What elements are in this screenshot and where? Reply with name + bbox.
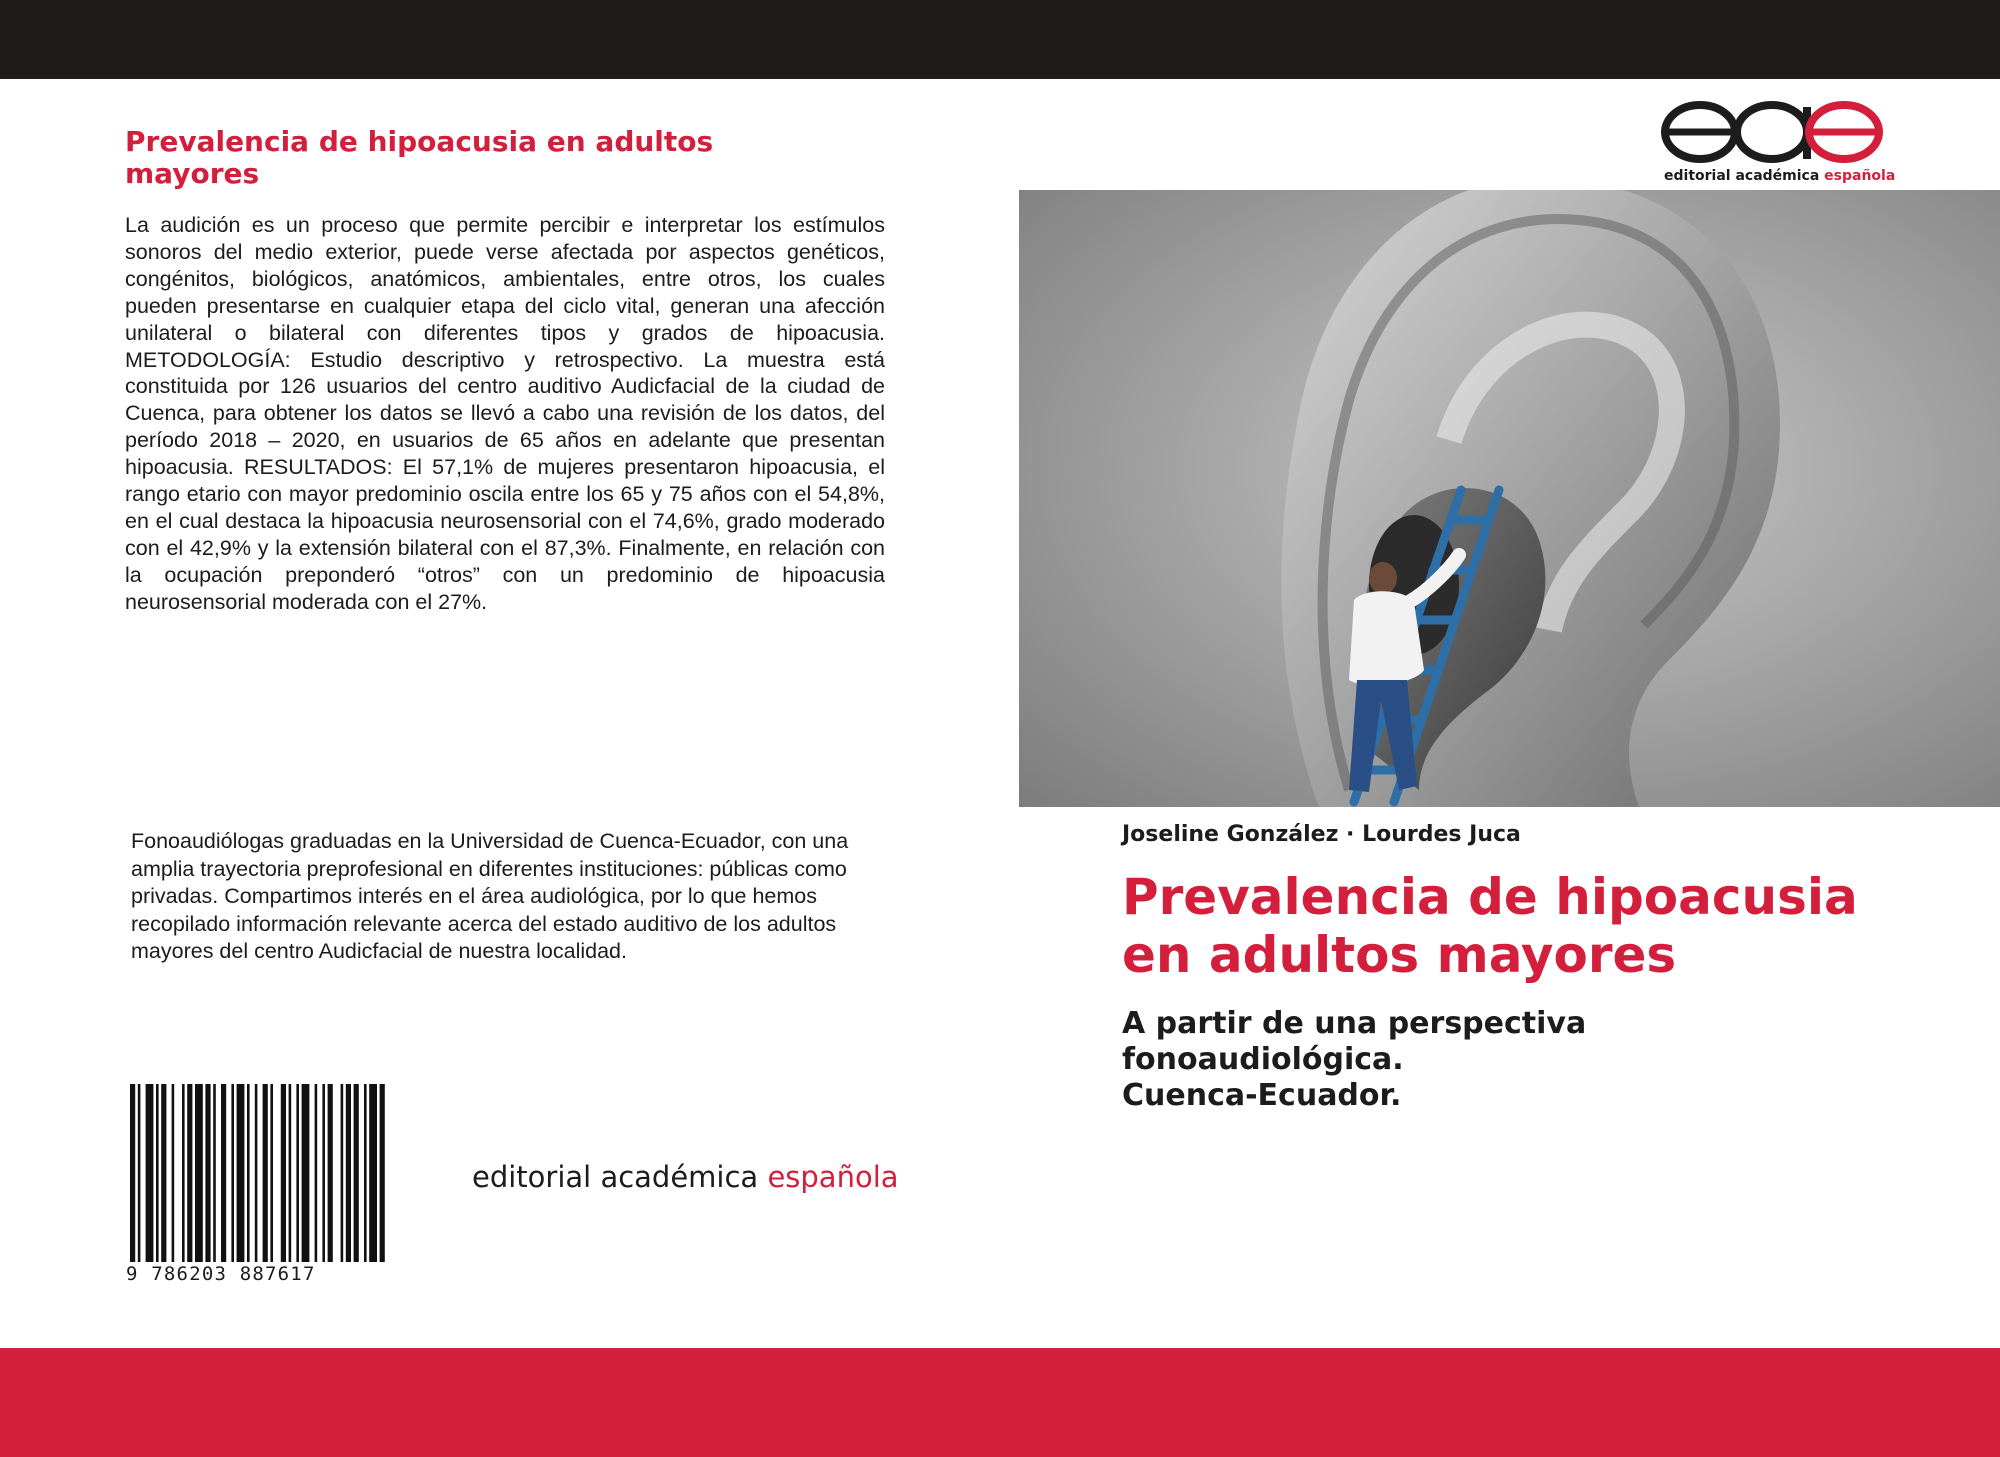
front-title-line2: en adultos mayores — [1122, 926, 1677, 984]
barcode-icon — [130, 1084, 460, 1284]
subtitle-line2: fonoaudiológica. — [1122, 1042, 1404, 1077]
logo-caption-accent: española — [1824, 168, 1896, 184]
subtitle-line1: A partir de una perspectiva — [1122, 1006, 1587, 1041]
front-cover-subtitle — [1122, 1006, 1982, 1114]
front-title-line1: Prevalencia de hipoacusia — [1122, 868, 1858, 926]
subtitle-line3: Cuenca-Ecuador. — [1122, 1078, 1402, 1113]
publisher-accent: española — [767, 1160, 899, 1194]
back-cover-title — [125, 126, 905, 190]
logo-caption-main: editorial académica — [1664, 168, 1825, 184]
front-authors: Joseline González · Lourdes Juca — [1122, 822, 1521, 847]
logo-caption — [1664, 168, 1895, 184]
bottom-band — [0, 1348, 2000, 1457]
authors-bio: Fonoaudiólogas graduadas en la Universidad de Cuenca-Ecuador, con una amplia trayectoria preprofesional en diferentes instituciones: públicas como privadas. Compartimos interés en el área audiológica, por lo que hemos recopilado información relevante acerca del estado auditivo de los adultos mayores del centro Audicfacial de nuestra localidad. — [131, 829, 849, 964]
abstract-text: La audición es un proceso que permite percibir e interpretar los estímulos sonoros del medio exterior, puede verse afectada por aspectos genéticos, congénitos, biológicos, anatómicos, ambientales, entre otros, los cuales pueden presentarse en cualquier etapa del ciclo vital, generan una afección unilateral o bilateral con diferentes tipos y grados de hipoacusia. METODOLOGÍA: Estudio descriptivo y retrospectivo. La muestra está constituida por 126 usuarios del centro auditivo Audicfacial de la ciudad de Cuenca, para obtener los datos se llevó a cabo una revisión de los datos, del período 2018 – 2020, en usuarios de 65 años en adelante que presentan hipoacusia. RESULTADOS: El 57,1% de mujeres presentaron hipoacusia, el rango etario con mayor predominio oscila entre los 65 y 75 años con el 54,8%, en el cual destaca la hipoacusia neurosensorial con el 74,6%, grado moderado con el 42,9% y la extensión bilateral con el 87,3%. Finalmente, en relación con la ocupación preponderó “otros” con un predominio de hipoacusia neurosensorial moderada con el 27%. — [125, 213, 885, 614]
back-title-line1: Prevalencia de hipoacusia en adultos — [125, 125, 714, 158]
top-band — [0, 0, 2000, 79]
front-cover-title — [1122, 868, 1982, 984]
back-title-line2: mayores — [125, 157, 260, 190]
publisher-main: editorial académica — [472, 1160, 768, 1194]
ear-ladder-illustration-icon — [1019, 190, 2000, 807]
publisher-name — [472, 1160, 899, 1194]
barcode-digits: 9 786203 887617 — [126, 1263, 316, 1285]
